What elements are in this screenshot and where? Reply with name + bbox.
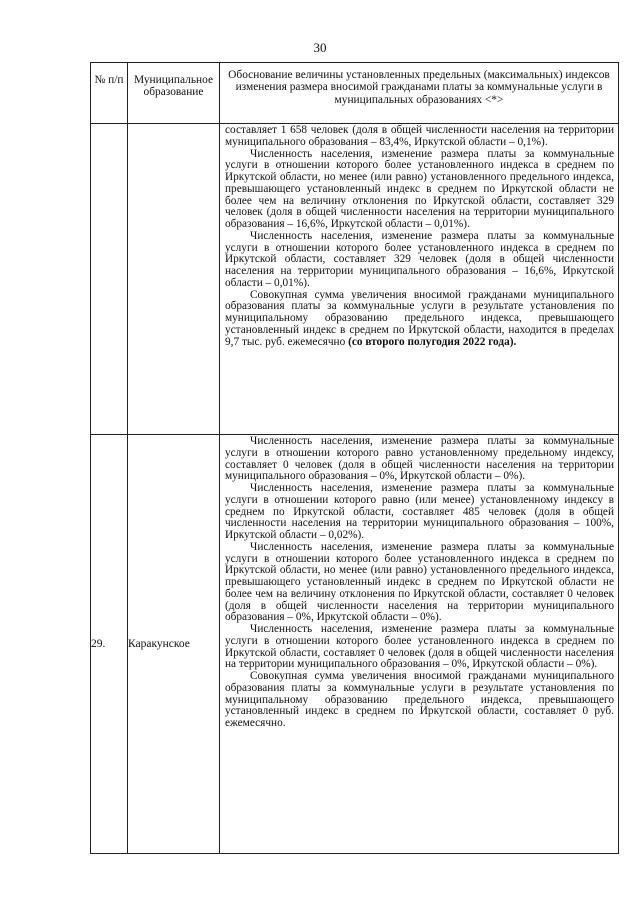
row-municipality: Каракунское [128, 435, 220, 854]
justification-paragraph: Совокупная сумма увеличения вносимой гражданами муниципального образования платы за коммунальные услуги в результате установления по муниципальному образованию предельного индекса, превышающего установленный индекс в среднем по Иркутской области, составляет 0 руб. ежемесячно. [225, 670, 614, 729]
row-number [91, 124, 128, 435]
header-municipality [128, 63, 220, 124]
tariff-index-table [90, 62, 619, 854]
justification-paragraph: составляет 1 658 человек (доля в общей численности населения на территории муниципального образования – 83,4%, Иркутской области – 0,1%). [225, 124, 614, 148]
justification-paragraph: Численность населения, изменение размера платы за коммунальные услуги в отношении которого равно установленному предельному индексу, составляет 0 человек (доля в общей численности населения на территории муниципального образования – 0%, Иркутской области – 0%). [225, 435, 614, 483]
header-justification [220, 63, 619, 124]
table-row [91, 124, 619, 435]
header-municipality-label: Муниципальное образование [133, 74, 214, 99]
row-justification [220, 435, 619, 854]
justification-paragraph: Численность населения, изменение размера платы за коммунальные услуги в отношении которого равно (или менее) установленному индексу в среднем по Иркутской области, составляет 485 человек (доля в общей численности населения на территории муниципального образования – 100%, Иркутской области – 0,02%). [225, 482, 614, 541]
justification-paragraph: Численность населения, изменение размера платы за коммунальные услуги в отношении которого более установленного индекса в среднем по Иркутской области, составляет 0 человек (доля в общей численности населения на территории муниципального образования – 0%, Иркутской области – 0%). [225, 623, 614, 671]
page-number: 30 [313, 40, 327, 55]
justification-paragraph: Численность населения, изменение размера платы за коммунальные услуги в отношении которого более установленного индекса в среднем по Иркутской области, составляет 329 человек (доля в общей численности населения на территории муниципального образования – 16,6%, Иркутской области – 0,01%). [225, 229, 614, 289]
header-num-label: № п/п [94, 74, 124, 86]
total-text: Совокупная сумма увеличения вносимой гражданами муниципального образования платы за коммунальные услуги в результате установления по муниципальному образованию предельного индекса, превышающего установленный индекс в среднем по Иркутской области, находится в пределах 9,7 тыс. руб. ежемесячно [225, 288, 614, 348]
header-justification-label: Обоснование величины установленных предельных (максимальных) индексов изменения размера вносимой гражданами платы за коммунальные услуги в муниципальных образованиях <*> [228, 69, 610, 106]
row-municipality [128, 124, 220, 435]
table-row [91, 435, 619, 854]
header-num [91, 63, 128, 124]
table-header-row [91, 63, 619, 124]
justification-paragraph: Численность населения, изменение размера платы за коммунальные услуги в отношении которого более установленного индекса в среднем по Иркутской области, но менее (или равно) установленного предельного индекса, превышающего установленный индекс в среднем по Иркутской области не более чем на величину отклонения по Иркутской области, составляет 329 человек (доля в общей численности населения на территории муниципального образования – 16,6%, Иркутской области – 0,01%). [225, 147, 614, 230]
row-justification [220, 124, 619, 435]
justification-paragraph-total [225, 290, 614, 349]
justification-paragraph: Численность населения, изменение размера платы за коммунальные услуги в отношении которого более установленного индекса в среднем по Иркутской области, но менее (или равно) установленного предельного индекса, превышающего установленный индекс в среднем по Иркутской области не более чем на величину отклонения по Иркутской области, составляет 0 человек (доля в общей численности населения на территории муниципального образования – 0%, Иркутской области – 0%). [225, 540, 614, 624]
row-number: 29. [91, 435, 128, 854]
period-note: (со второго полугодия 2022 года). [348, 335, 517, 348]
